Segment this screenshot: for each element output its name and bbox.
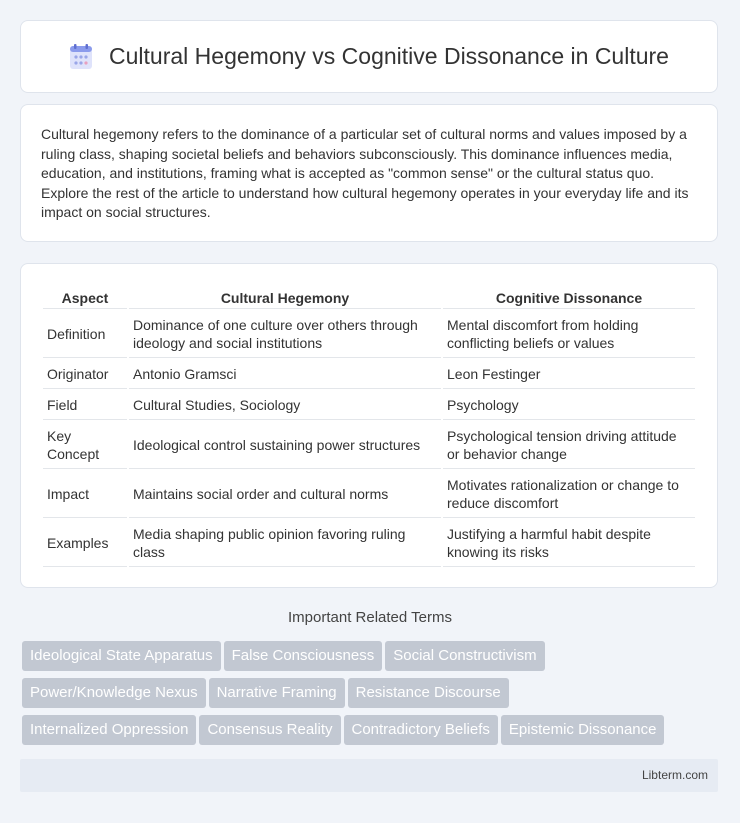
table-cell: Justifying a harmful habit despite knowing its risks bbox=[443, 520, 695, 567]
related-terms-heading: Important Related Terms bbox=[288, 609, 452, 626]
footer bbox=[20, 759, 718, 792]
header-card bbox=[20, 20, 718, 93]
page-title: Cultural Hegemony vs Cognitive Dissonance in Culture bbox=[109, 43, 669, 69]
table-row bbox=[43, 391, 695, 420]
table-row bbox=[43, 311, 695, 358]
table-row bbox=[43, 520, 695, 567]
table-cell: Media shaping public opinion favoring ruling class bbox=[129, 520, 441, 567]
table-cell: Maintains social order and cultural norms bbox=[129, 471, 441, 518]
table-cell: Key Concept bbox=[43, 422, 127, 469]
table-cell: Dominance of one culture over others through ideology and social institutions bbox=[129, 311, 441, 358]
table-cell: Antonio Gramsci bbox=[129, 360, 441, 389]
table-cell: Field bbox=[43, 391, 127, 420]
table-cell: Definition bbox=[43, 311, 127, 358]
comparison-table bbox=[41, 284, 697, 569]
related-term-tag[interactable]: Ideological State Apparatus bbox=[22, 641, 221, 671]
table-cell: Psychology bbox=[443, 391, 695, 420]
related-term-tag[interactable]: Contradictory Beliefs bbox=[344, 715, 498, 745]
table-cell: Cultural Studies, Sociology bbox=[129, 391, 441, 420]
related-term-tag[interactable]: False Consciousness bbox=[224, 641, 383, 671]
column-header: Aspect bbox=[43, 286, 127, 309]
table-cell: Impact bbox=[43, 471, 127, 518]
table-row bbox=[43, 360, 695, 389]
intro-text: Cultural hegemony refers to the dominance of a particular set of cultural norms and values imposed by a ruling class, shaping societal beliefs and behaviors subconsciously. This dominance influences media, education, and institutions, framing what is accepted as "common sense" or the cultural status quo. Explore the rest of the article to understand how cultural hegemony operates in your everyday life and its impact on social structures. bbox=[41, 126, 689, 220]
related-term-tag[interactable]: Social Constructivism bbox=[385, 641, 544, 671]
table-cell: Mental discomfort from holding conflicting beliefs or values bbox=[443, 311, 695, 358]
footer-brand-link[interactable]: Libterm.com bbox=[641, 768, 708, 782]
intro-card bbox=[20, 104, 718, 242]
table-row bbox=[43, 471, 695, 518]
document-icon bbox=[69, 44, 93, 70]
table-cell: Leon Festinger bbox=[443, 360, 695, 389]
table-cell: Examples bbox=[43, 520, 127, 567]
comparison-card bbox=[20, 263, 718, 588]
column-header: Cultural Hegemony bbox=[129, 286, 441, 309]
related-term-tag[interactable]: Consensus Reality bbox=[199, 715, 340, 745]
related-term-tag[interactable]: Internalized Oppression bbox=[22, 715, 196, 745]
related-term-tag[interactable]: Epistemic Dissonance bbox=[501, 715, 665, 745]
table-cell: Psychological tension driving attitude or behavior change bbox=[443, 422, 695, 469]
column-header: Cognitive Dissonance bbox=[443, 286, 695, 309]
table-row bbox=[43, 422, 695, 469]
table-cell: Ideological control sustaining power structures bbox=[129, 422, 441, 469]
table-header-row bbox=[43, 286, 695, 309]
table-cell: Motivates rationalization or change to reduce discomfort bbox=[443, 471, 695, 518]
related-term-tag[interactable]: Power/Knowledge Nexus bbox=[22, 678, 206, 708]
related-term-tag[interactable]: Resistance Discourse bbox=[348, 678, 509, 708]
table-cell: Originator bbox=[43, 360, 127, 389]
related-term-tag[interactable]: Narrative Framing bbox=[209, 678, 345, 708]
related-terms-list bbox=[22, 641, 722, 752]
